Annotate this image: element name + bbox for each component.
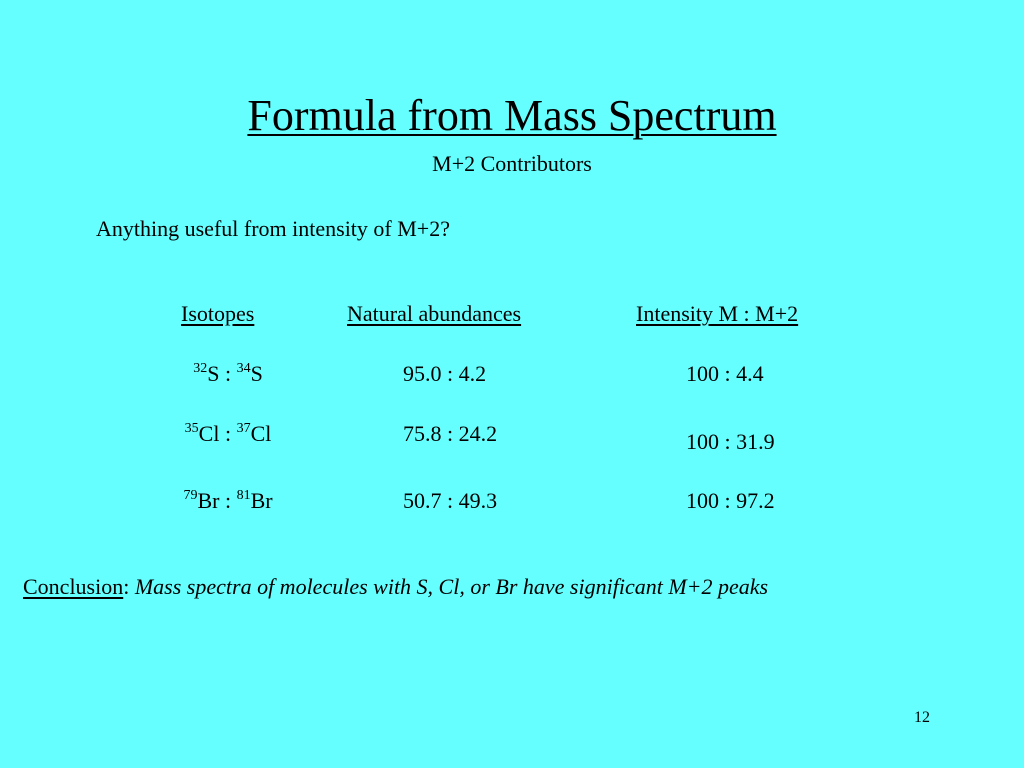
isotope-pair-bromine — [0, 487, 456, 515]
mass-number: 35 — [184, 421, 199, 436]
element-symbol: S — [207, 361, 220, 386]
question-text: Anything useful from intensity of M+2? — [96, 216, 450, 241]
mass-number: 34 — [236, 361, 251, 376]
conclusion-label: Conclusion — [23, 574, 124, 599]
natural-abundance-chlorine: 75.8 : 24.2 — [403, 421, 498, 446]
header-natural-abundances: Natural abundances — [347, 301, 522, 326]
intensity-chlorine: 100 : 31.9 — [686, 429, 775, 454]
conclusion — [23, 573, 768, 601]
ratio-separator: : — [219, 361, 237, 386]
element-symbol: Cl — [250, 421, 272, 446]
page-number: 12 — [914, 709, 930, 726]
ratio-separator: : — [219, 488, 237, 513]
header-intensity: Intensity M : M+2 — [636, 301, 799, 326]
element-symbol: S — [250, 361, 263, 386]
natural-abundance-sulfur: 95.0 : 4.2 — [403, 361, 487, 386]
mass-number: 81 — [236, 488, 251, 503]
conclusion-text: Mass spectra of molecules with S, Cl, or Br have significant M+2 peaks — [134, 574, 769, 599]
slide-subtitle: M+2 Contributors — [432, 151, 592, 176]
slide-title: Formula from Mass Spectrum — [247, 91, 777, 140]
mass-number: 32 — [193, 361, 208, 376]
intensity-bromine: 100 : 97.2 — [686, 488, 775, 513]
mass-number: 37 — [236, 421, 251, 436]
intensity-sulfur: 100 : 4.4 — [686, 361, 764, 386]
conclusion-colon: : — [123, 574, 135, 599]
mass-number: 79 — [183, 488, 198, 503]
header-isotopes: Isotopes — [181, 301, 255, 326]
element-symbol: Cl — [198, 421, 220, 446]
element-symbol: Br — [250, 488, 273, 513]
isotope-pair-chlorine — [0, 420, 456, 448]
element-symbol: Br — [197, 488, 220, 513]
natural-abundance-bromine: 50.7 : 49.3 — [403, 488, 498, 513]
ratio-separator: : — [219, 421, 237, 446]
isotope-pair-sulfur — [0, 360, 456, 388]
